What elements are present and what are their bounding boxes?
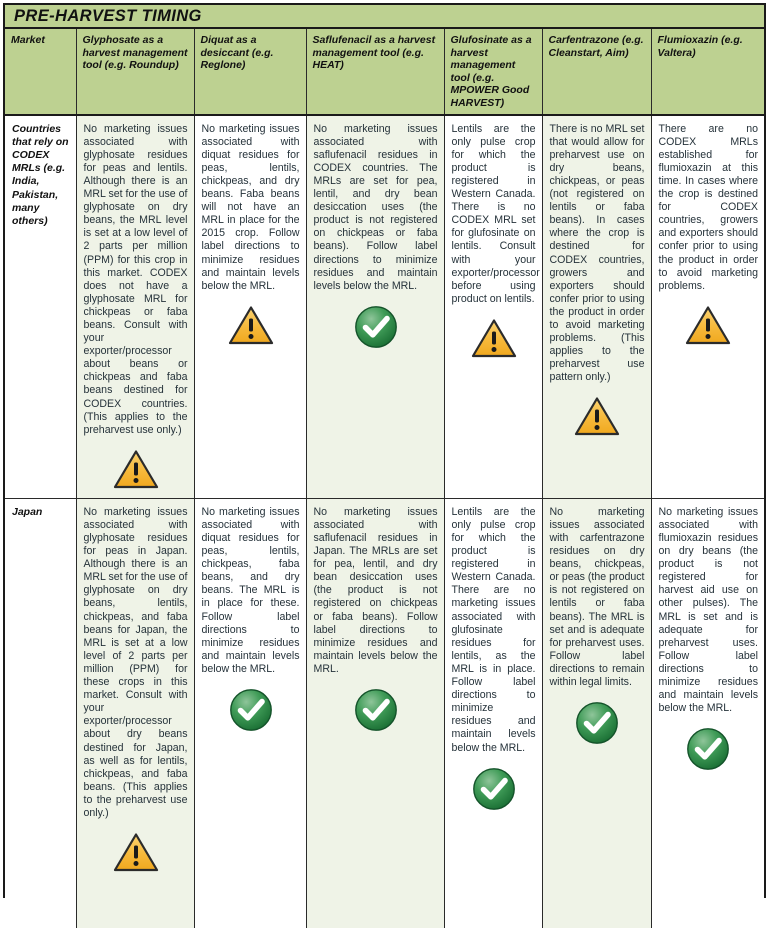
cell-diquat xyxy=(194,115,306,499)
table-row xyxy=(5,498,764,928)
cell-text: There is no MRL set that would allow for preharvest use on dry beans, chickpeas, or peas (not registered on lentils or faba beans). In cases where the crop is destined for CODEX countries, growers and exporters should confer prior to using the product in order to avoid marketing problems. (This applies to the preharvest use pattern only.) xyxy=(549,122,645,384)
green-check-circle-icon xyxy=(659,727,759,771)
green-check-circle-icon xyxy=(202,688,300,732)
cell-text: There are no CODEX MRLs established for flumioxazin at this time. In cases where the crop is destined for CODEX countries, growers and exporters should confer prior to using the product in order to avoid marketing problems. xyxy=(658,122,758,292)
warning-triangle-icon xyxy=(84,449,188,490)
column-header-diquat: Diquat as a desiccant (e.g. Reglone) xyxy=(194,29,306,115)
cell-saflufenacil xyxy=(306,115,444,499)
cell-text: No marketing issues associated with glyphosate residues for peas in Japan. Although there is an MRL set for the use of glyphosate on dry beans, lentils, chickpeas, and faba beans for Japan, the MRL is set at a low level of 2 parts per million (PPM) for these crops in this market. Consult with your exporter/processor about dry beans destined for Japan, as well as for lentils, chickpeas, and faba beans. (This applies to the preharvest use only.) xyxy=(83,505,188,819)
page-title: PRE-HARVEST TIMING xyxy=(14,6,202,25)
cell-text: No marketing issues associated with carfentrazone residues on dry beans, chickpeas, or peas (the product is not registered on lentils or faba beans). The MRL is set and is adequate for preharvest uses. Follow label directions to remain within legal limits. xyxy=(549,505,645,689)
table-body xyxy=(5,115,764,928)
cell-carfentrazone xyxy=(542,115,651,499)
column-header-glufosinate: Glufosinate as a harvest management tool (e.g. MPOWER Good HARVEST) xyxy=(444,29,542,115)
table-row xyxy=(5,115,764,499)
green-check-circle-icon xyxy=(550,701,645,745)
column-header-market: Market xyxy=(5,29,76,115)
cell-carfentrazone xyxy=(542,498,651,928)
data-table xyxy=(5,29,764,928)
column-header-saflufenacil: Saflufenacil as a harvest management tool (e.g. HEAT) xyxy=(306,29,444,115)
cell-saflufenacil xyxy=(306,498,444,928)
column-header-carfentrazone: Carfentrazone (e.g. Cleanstart, Aim) xyxy=(542,29,651,115)
cell-text: Lentils are the only pulse crop for which the product is registered in Western Canada. There are no marketing issues associated with glufosinate residues for lentils, as the MRL is in place. Follow label directions to minimize residues and maintain levels below the MRL. xyxy=(451,505,536,754)
cell-text: No marketing issues associated with saflufenacil residues in CODEX countries. The MRLs are set for pea, lentil, and dry bean desiccation uses (the product is not registered on chickpeas or faba beans). Follow label directions to minimize residues and maintain levels below the MRL. xyxy=(313,122,438,292)
warning-triangle-icon xyxy=(452,318,536,359)
column-header-glyphosate: Glyphosate as a harvest management tool (e.g. Roundup) xyxy=(76,29,194,115)
column-header-flumioxazin: Flumioxazin (e.g. Valtera) xyxy=(651,29,764,115)
market-cell xyxy=(5,498,76,928)
cell-flumioxazin xyxy=(651,498,764,928)
market-label: Countries that rely on CODEX MRLs (e.g. India, Pakistan, many others) xyxy=(12,122,69,227)
green-check-circle-icon xyxy=(314,305,438,349)
cell-flumioxazin xyxy=(651,115,764,499)
warning-triangle-icon xyxy=(550,396,645,437)
cell-text: No marketing issues associated with flumioxazin residues on dry beans (the product is not registered for harvest aid use on other pulses). The MRL is set and is adequate for preharvest uses. Follow label directions to minimize residues and maintain levels below the MRL. xyxy=(658,505,758,715)
green-check-circle-icon xyxy=(452,767,536,811)
cell-glyphosate xyxy=(76,115,194,499)
cell-diquat xyxy=(194,498,306,928)
pre-harvest-timing-table xyxy=(3,3,766,898)
cell-glufosinate xyxy=(444,115,542,499)
cell-text: No marketing issues associated with glyphosate residues for peas and lentils. Although there is an MRL set for the use of glyphosate on dry beans, the MRL level is set at a low level of 2 parts per million (PPM) for this crop in this market. CODEX does not have a glyphosate MRL for chickpeas or faba beans. Consult with your exporter/processor about beans or chickpeas and faba beans destined for CODEX countries. (This applies to the preharvest use only.) xyxy=(83,122,188,436)
market-label: Japan xyxy=(12,505,43,518)
cell-glyphosate xyxy=(76,498,194,928)
warning-triangle-icon xyxy=(84,832,188,873)
cell-text: No marketing issues associated with saflufenacil residues in Japan. The MRLs are set for pea, lentil, and dry bean desiccation uses (the product is not registered on chickpeas or faba beans). Follow label directions to minimize residues and maintain levels below the MRL. xyxy=(313,505,438,675)
table-header-row xyxy=(5,29,764,115)
market-cell xyxy=(5,115,76,499)
warning-triangle-icon xyxy=(202,305,300,346)
cell-text: Lentils are the only pulse crop for which the product is registered in Western Canada. There is no CODEX MRL set for glufosinate on lentils. Consult with your exporter/processor before using product on lentils. xyxy=(451,122,540,305)
table-title-band xyxy=(5,5,764,29)
cell-text: No marketing issues associated with diquat residues for peas, lentils, chickpeas, faba beans, and dry beans. The MRL is in place for these. Follow label directions to minimize residues and maintain levels below the MRL. xyxy=(201,505,300,675)
green-check-circle-icon xyxy=(314,688,438,732)
warning-triangle-icon xyxy=(659,305,759,346)
cell-glufosinate xyxy=(444,498,542,928)
cell-text: No marketing issues associated with diquat residues for peas, lentils, chickpeas, and dry beans. Faba beans will not have an MRL in place for the 2015 crop. Follow label directions to minimize residues and maintain levels below the MRL. xyxy=(201,122,300,292)
